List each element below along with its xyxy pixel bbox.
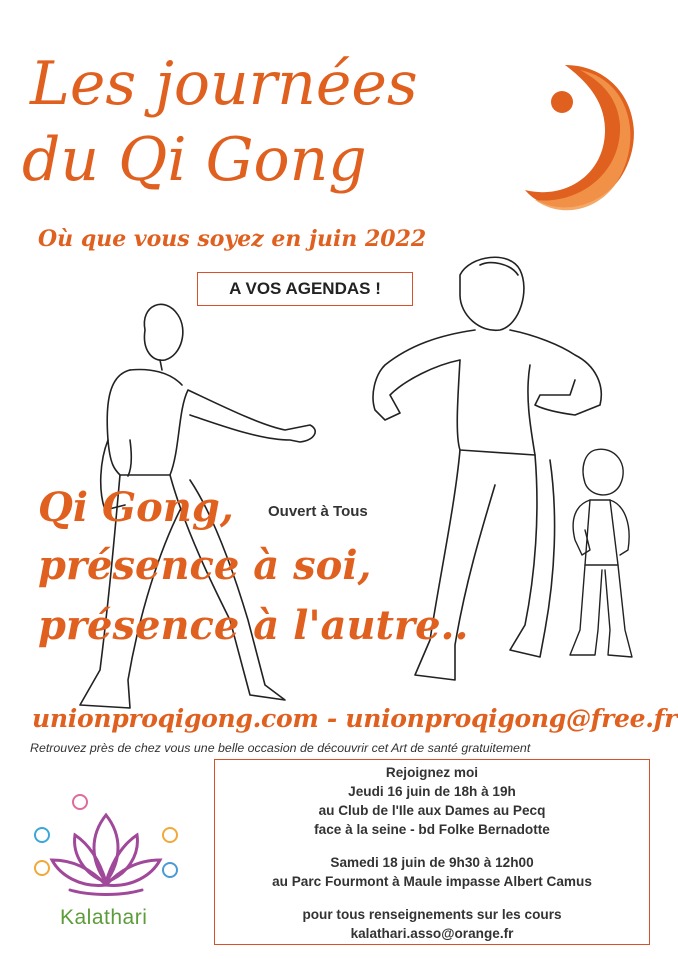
contact-email[interactable]: kalathari.asso@orange.fr: [350, 926, 514, 941]
kalathari-logo-text: Kalathari: [60, 906, 148, 929]
info-line: pour tous renseignements sur les cours: [302, 907, 562, 922]
child-figure-illustration: [560, 445, 640, 670]
lotus-icon: [30, 790, 200, 910]
info-line: au Parc Fourmont à Maule impasse Albert Camus: [272, 874, 592, 889]
subtitle: Où que vous soyez en juin 2022: [38, 226, 427, 252]
slogan-line-2: présence à soi,: [38, 542, 372, 589]
info-line: au Club de l'Ile aux Dames au Pecq: [318, 803, 546, 818]
info-line: Rejoignez moi: [385, 765, 479, 780]
slogan-line-1: Qi Gong,: [38, 484, 234, 531]
agenda-box: A VOS AGENDAS !: [197, 272, 413, 306]
title-line-2: du Qi Gong: [22, 125, 367, 195]
swirl-logo-icon: [510, 60, 650, 220]
info-line: face à la seine - bd Folke Bernadotte: [314, 822, 550, 837]
info-box: [214, 759, 650, 945]
tagline: Retrouvez près de chez vous une belle occasion de découvrir cet Art de santé gratuitement: [30, 741, 531, 755]
slogan-line-3: présence à l'autre..: [38, 602, 469, 649]
info-line: Samedi 18 juin de 9h30 à 12h00: [330, 855, 534, 870]
title-line-1: Les journées: [30, 49, 418, 119]
website-and-email[interactable]: unionproqigong.com - unionproqigong@free.fr: [32, 704, 677, 733]
open-to-all-label: Ouvert à Tous: [268, 503, 368, 520]
info-line: Jeudi 16 juin de 18h à 19h: [348, 784, 516, 799]
